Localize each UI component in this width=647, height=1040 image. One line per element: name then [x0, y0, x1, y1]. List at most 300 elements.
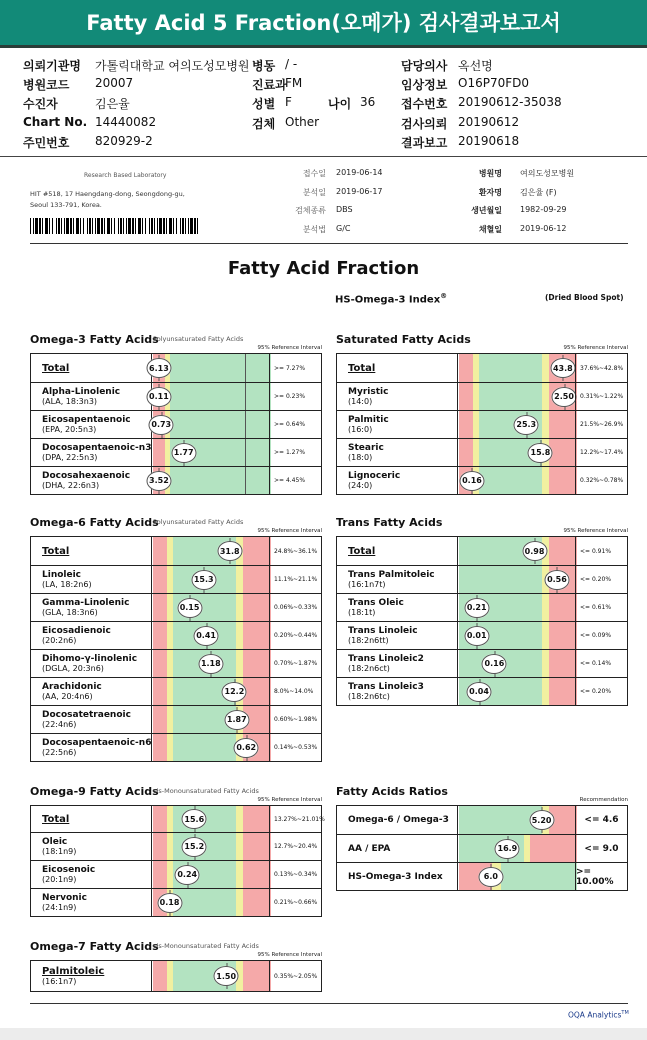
index-title: HS-Omega-3 Index®	[335, 292, 448, 306]
row-label	[31, 354, 152, 382]
header-label	[401, 134, 447, 151]
value-marker: 0.62	[234, 738, 259, 758]
reference-interval: 0.31%~1.22%	[575, 383, 627, 410]
range-segment	[549, 467, 577, 494]
row-name: Trans Linoleic	[348, 626, 418, 636]
range-segment	[153, 594, 167, 621]
range-bar	[153, 411, 271, 438]
lab-address-1: HIT #518, 17 Haengdang-dong, Seongdong-gu,	[30, 190, 185, 198]
barcode-bar	[128, 218, 131, 234]
range-segment	[459, 566, 542, 593]
range-segment	[153, 622, 167, 649]
row-name: Total	[42, 813, 70, 825]
barcode-bar	[180, 218, 181, 234]
barcode-bar	[120, 218, 122, 234]
barcode-bar	[154, 218, 155, 234]
value-marker: 1.87	[224, 710, 249, 730]
row-name: Palmitic	[348, 415, 389, 425]
value-marker: 6.13	[146, 358, 171, 378]
row-label	[31, 961, 152, 991]
range-segment	[245, 467, 271, 494]
range-segment	[170, 467, 246, 494]
barcode-bar	[39, 218, 41, 234]
header-value: 김은율	[95, 97, 130, 111]
range-segment	[236, 833, 243, 860]
range-segment	[236, 861, 243, 888]
table-row	[31, 410, 321, 438]
barcode-bar	[66, 218, 69, 234]
lab-info-label: 접수일	[302, 169, 326, 178]
row-label	[337, 354, 458, 382]
table-row	[337, 649, 627, 677]
range-segment	[153, 566, 167, 593]
lab-info-value: 2019-06-14	[336, 168, 383, 177]
row-sub: (DGLA, 20:3n6)	[42, 664, 104, 673]
row-sub: (AA, 20:4n6)	[42, 692, 93, 701]
report-title: Fatty Acid 5 Fraction(오메가) 검사결과보고서	[86, 11, 561, 35]
range-segment	[245, 411, 271, 438]
ref-interval-header: 95% Reference Interval	[563, 528, 628, 534]
row-label	[337, 537, 458, 565]
row-sub: (20:1n9)	[42, 875, 77, 884]
row-sub: (20:2n6)	[42, 636, 77, 645]
range-line	[245, 411, 246, 438]
range-bar	[459, 354, 577, 382]
row-sub: (24:1n9)	[42, 903, 77, 912]
value-marker: 5.20	[529, 810, 554, 830]
barcode-bar	[73, 218, 74, 234]
header-value: FM	[285, 76, 303, 90]
row-name: Gamma-Linolenic	[42, 598, 130, 608]
header-label	[401, 57, 447, 74]
range-segment	[153, 806, 167, 832]
range-segment	[153, 861, 167, 888]
total-row	[337, 806, 627, 834]
range-segment	[542, 594, 549, 621]
range-bar	[459, 467, 577, 494]
table-row	[31, 733, 321, 761]
value-marker: 1.77	[171, 443, 196, 463]
header-value: O16P70FD0	[458, 76, 529, 90]
reference-interval: 21.5%~26.9%	[575, 411, 627, 438]
range-bar	[459, 806, 577, 834]
header-label-text: 담당의사	[401, 59, 448, 73]
age-value: 36	[360, 95, 376, 109]
value-marker: 15.2	[182, 837, 207, 857]
row-sub: (18:2n6tc)	[348, 692, 390, 701]
row-name: Docosatetraenoic	[42, 710, 131, 720]
table-row	[31, 565, 321, 593]
range-segment	[153, 961, 167, 991]
table-row	[337, 410, 627, 438]
lab-info-value: 김은율 (F)	[520, 187, 557, 197]
lab-info-value: 여의도성모병원	[520, 169, 575, 178]
footer-brand: OQA Analytics™	[568, 1010, 629, 1020]
barcode-bar	[149, 218, 150, 234]
row-name: Eicosadienoic	[42, 626, 111, 636]
range-segment	[243, 833, 271, 860]
header-label-text: 수진자	[23, 97, 58, 111]
row-label	[31, 594, 152, 621]
reference-interval: <= 0.91%	[575, 537, 627, 565]
section-subtitle-omega3: Polyunsaturated Fatty Acids	[153, 335, 244, 343]
range-segment	[549, 411, 577, 438]
barcode-bar	[95, 218, 96, 234]
row-name: Trans Linoleic2	[348, 654, 424, 664]
barcode-bar	[83, 218, 84, 234]
value-marker: 16.9	[495, 839, 520, 859]
table-row	[31, 677, 321, 705]
lab-info-value: 2019-06-17	[336, 186, 383, 196]
lab-info-label: 검체종류	[295, 206, 326, 215]
row-label	[31, 861, 152, 888]
barcode-bar	[114, 218, 115, 234]
range-bar	[153, 706, 271, 733]
row-name: Arachidonic	[42, 682, 102, 692]
row-name: Alpha-Linolenic	[42, 387, 121, 397]
barcode-bar	[185, 218, 186, 234]
row-sub: (16:1n7)	[42, 977, 77, 986]
header-label-text: 성별	[252, 97, 276, 111]
barcode-bar	[104, 218, 105, 234]
header-value: 20190612	[458, 115, 520, 129]
range-segment	[243, 566, 271, 593]
row-label	[337, 650, 458, 677]
row-label	[31, 650, 152, 677]
value-marker: 0.24	[175, 865, 200, 885]
row-sub: (18:0)	[348, 453, 373, 462]
total-row	[31, 537, 321, 565]
row-name: Total	[348, 362, 376, 374]
value-marker: 1.18	[198, 654, 223, 674]
row-label	[337, 806, 458, 834]
range-bar	[149, 354, 271, 382]
value-marker: 0.16	[459, 471, 484, 491]
range-segment	[153, 537, 167, 565]
range-segment	[245, 383, 271, 410]
row-label	[337, 566, 458, 593]
barcode-bar	[157, 218, 158, 234]
barcode-bar	[123, 218, 124, 234]
range-line	[245, 383, 246, 410]
range-segment	[236, 622, 243, 649]
total-row	[337, 354, 627, 382]
range-segment	[542, 383, 549, 410]
row-name: Docosapentaenoic-n3	[42, 443, 152, 453]
range-segment	[170, 354, 246, 382]
header-label-text: 검체	[252, 117, 276, 131]
range-segment	[243, 806, 271, 832]
barcode-bar	[49, 218, 50, 234]
header-label-text: 병동	[252, 59, 276, 73]
barcode-bar	[89, 218, 91, 234]
row-sub: (24:0)	[348, 481, 373, 490]
range-segment	[549, 537, 577, 565]
row-label	[31, 439, 152, 466]
table-row	[31, 705, 321, 733]
value-marker: 6.0	[478, 867, 503, 887]
header-label-text: 의뢰기관명	[23, 59, 81, 73]
row-label	[337, 383, 458, 410]
range-bar	[153, 806, 271, 832]
header-label	[23, 76, 69, 93]
total-row	[31, 354, 321, 382]
value-marker: 15.6	[182, 809, 207, 829]
header-label	[252, 115, 275, 132]
table-row	[337, 834, 627, 862]
barcode-bar	[169, 218, 172, 234]
header-value: 820929-2	[95, 134, 153, 148]
section-title-omega3: Omega-3 Fatty Acids	[30, 333, 159, 346]
header-value: 옥선명	[458, 59, 493, 73]
range-segment	[501, 863, 577, 890]
table-row	[31, 593, 321, 621]
range-segment	[542, 411, 549, 438]
row-label	[31, 833, 152, 860]
reference-interval: >= 7.27%	[269, 354, 321, 382]
reference-interval: 12.2%~17.4%	[575, 439, 627, 466]
header-label	[252, 95, 275, 112]
range-bar	[153, 622, 271, 649]
header-value: 20190612-35038	[458, 95, 562, 109]
range-segment	[153, 734, 167, 761]
range-segment	[243, 594, 271, 621]
barcode-bar	[188, 218, 189, 234]
row-name: Linoleic	[42, 570, 82, 580]
range-bar	[459, 411, 577, 438]
range-bar	[153, 678, 271, 705]
barcode-bar	[56, 218, 57, 234]
range-segment	[549, 594, 577, 621]
range-segment	[243, 961, 271, 991]
section-title-omega6: Omega-6 Fatty Acids	[30, 516, 159, 529]
section-title-trans: Trans Fatty Acids	[336, 516, 443, 529]
barcode-bar	[111, 218, 112, 234]
lab-name: Research Based Laboratory	[84, 172, 167, 179]
range-bar	[459, 439, 577, 466]
reference-interval: 0.20%~0.44%	[269, 622, 321, 649]
range-segment	[236, 806, 243, 832]
barcode-bar	[61, 218, 62, 234]
header-label	[401, 115, 447, 132]
header-label	[252, 57, 275, 74]
barcode-bar	[190, 218, 193, 234]
reference-interval: >= 1.27%	[269, 439, 321, 466]
lab-address-2: Seoul 133-791, Korea.	[30, 201, 102, 209]
table-row	[31, 621, 321, 649]
row-name: Palmitoleic	[42, 966, 105, 977]
section-title-omega7: Omega-7 Fatty Acids	[30, 940, 159, 953]
row-label	[337, 622, 458, 649]
header-label-text: 결과보고	[401, 136, 448, 150]
header-label-text: 접수번호	[401, 97, 448, 111]
value-marker: 31.8	[217, 541, 242, 561]
barcode	[30, 218, 202, 234]
range-bar	[459, 537, 577, 565]
barcode-bar	[166, 218, 167, 234]
header-value: 14440082	[95, 115, 157, 129]
range-segment	[153, 439, 165, 466]
range-segment	[549, 650, 577, 677]
reference-interval: 0.13%~0.34%	[269, 861, 321, 888]
report-title-bar	[0, 0, 647, 48]
range-segment	[479, 354, 542, 382]
table-row	[31, 860, 321, 888]
header-label	[23, 134, 69, 151]
range-segment	[153, 650, 167, 677]
reference-interval: 8.0%~14.0%	[269, 678, 321, 705]
header-label	[252, 76, 287, 93]
row-name: Eicosenoic	[42, 865, 96, 875]
value-marker: 0.18	[157, 893, 182, 913]
range-bar	[459, 863, 577, 890]
row-label	[337, 678, 458, 705]
row-name: AA / EPA	[348, 843, 391, 854]
barcode-bar	[35, 218, 38, 234]
row-sub: (14:0)	[348, 397, 373, 406]
range-segment	[542, 467, 549, 494]
table-row	[31, 649, 321, 677]
row-label	[337, 594, 458, 621]
barcode-bar	[70, 218, 72, 234]
range-segment	[173, 734, 236, 761]
range-segment	[459, 383, 473, 410]
barcode-bar	[159, 218, 162, 234]
barcode-bar	[45, 218, 48, 234]
range-bar	[153, 594, 271, 621]
row-name: Oleic	[42, 837, 68, 847]
range-bar	[459, 383, 577, 410]
row-name: Docosahexaenoic	[42, 471, 131, 481]
value-marker: 3.52	[146, 471, 171, 491]
barcode-bar	[30, 218, 31, 234]
value-marker: 43.8	[550, 358, 575, 378]
row-sub: (EPA, 20:5n3)	[42, 425, 97, 434]
section-subtitle-omega9: cis-Monounsaturated Fatty Acids	[153, 787, 259, 795]
section-table-saturated	[336, 353, 628, 495]
barcode-bar	[64, 218, 65, 234]
barcode-bar	[138, 218, 141, 234]
row-sub: (18:1t)	[348, 608, 376, 617]
range-segment	[549, 622, 577, 649]
barcode-bar	[151, 218, 153, 234]
row-sub: (22:5n6)	[42, 748, 77, 757]
row-sub: (LA, 18:2n6)	[42, 580, 92, 589]
ref-interval-header: 95% Reference Interval	[563, 345, 628, 351]
range-line	[245, 439, 246, 466]
range-bar	[459, 650, 577, 677]
row-label	[31, 889, 152, 916]
row-label	[337, 411, 458, 438]
range-segment	[542, 622, 549, 649]
total-row	[31, 961, 321, 991]
value-marker: 0.15	[177, 598, 202, 618]
divider	[0, 156, 647, 157]
range-bar	[153, 734, 271, 761]
age-label: 나이	[328, 97, 352, 111]
ref-interval-header: 95% Reference Interval	[257, 345, 322, 351]
range-line	[245, 467, 246, 494]
range-segment	[243, 650, 271, 677]
row-name: Trans Palmitoleic	[348, 570, 435, 580]
row-name: Stearic	[348, 443, 384, 453]
table-row	[337, 438, 627, 466]
header-label	[23, 57, 81, 74]
range-segment	[459, 354, 473, 382]
value-marker: 0.21	[464, 598, 489, 618]
section-table-omega9	[30, 805, 325, 917]
row-sub: (ALA, 18:3n3)	[42, 397, 98, 406]
range-bar	[149, 467, 271, 494]
recommendation-value: <= 4.6	[575, 806, 627, 834]
header-label-text: 임상정보	[401, 78, 448, 92]
reference-interval: 0.60%~1.98%	[269, 706, 321, 733]
barcode-bar	[126, 218, 127, 234]
barcode-bar	[58, 218, 60, 234]
section-title-ratios: Fatty Acids Ratios	[336, 785, 448, 798]
range-bar	[153, 439, 271, 466]
range-bar	[153, 833, 271, 860]
reference-interval: 0.14%~0.53%	[269, 734, 321, 761]
section-table-ratios	[336, 805, 628, 891]
value-marker: 0.73	[149, 415, 174, 435]
lab-info-label: 분석일	[302, 187, 326, 197]
reference-interval: <= 0.14%	[575, 650, 627, 677]
row-label	[337, 439, 458, 466]
range-segment	[530, 835, 577, 862]
header-value: F	[285, 95, 292, 109]
barcode-bar	[176, 218, 177, 234]
lab-info-value: 1982-09-29	[520, 205, 567, 214]
row-sub: (18:1n9)	[42, 847, 77, 856]
lab-info-value: DBS	[336, 205, 353, 214]
reference-interval: <= 0.09%	[575, 622, 627, 649]
row-name: Total	[348, 545, 376, 557]
reference-interval: >= 0.23%	[269, 383, 321, 410]
row-sub: (22:4n6)	[42, 720, 77, 729]
value-marker: 0.16	[482, 654, 507, 674]
range-segment	[243, 861, 271, 888]
row-name: Trans Linoleic3	[348, 682, 424, 692]
range-bar	[153, 861, 271, 888]
range-segment	[243, 678, 271, 705]
row-sub: (GLA, 18:3n6)	[42, 608, 98, 617]
lab-info-value: 2019-06-12	[520, 223, 567, 233]
barcode-bar	[101, 218, 103, 234]
row-label	[31, 383, 152, 410]
row-sub: (DHA, 22:6n3)	[42, 481, 100, 490]
row-label	[31, 411, 152, 438]
range-segment	[542, 678, 549, 705]
barcode-bar	[76, 218, 79, 234]
row-label	[31, 537, 152, 565]
row-sub: (16:1n7t)	[348, 580, 386, 589]
section-table-trans	[336, 536, 628, 706]
section-table-omega3	[30, 353, 322, 495]
table-row	[31, 438, 321, 466]
barcode-bar	[197, 218, 198, 234]
range-bar	[459, 594, 577, 621]
header-label-text: 검사의뢰	[401, 117, 448, 131]
barcode-bar	[182, 218, 184, 234]
range-segment	[243, 889, 271, 916]
barcode-bar	[145, 218, 146, 234]
range-segment	[243, 622, 271, 649]
header-label	[23, 95, 58, 112]
table-row	[337, 862, 627, 890]
range-bar	[153, 961, 271, 991]
barcode-bar	[33, 218, 34, 234]
